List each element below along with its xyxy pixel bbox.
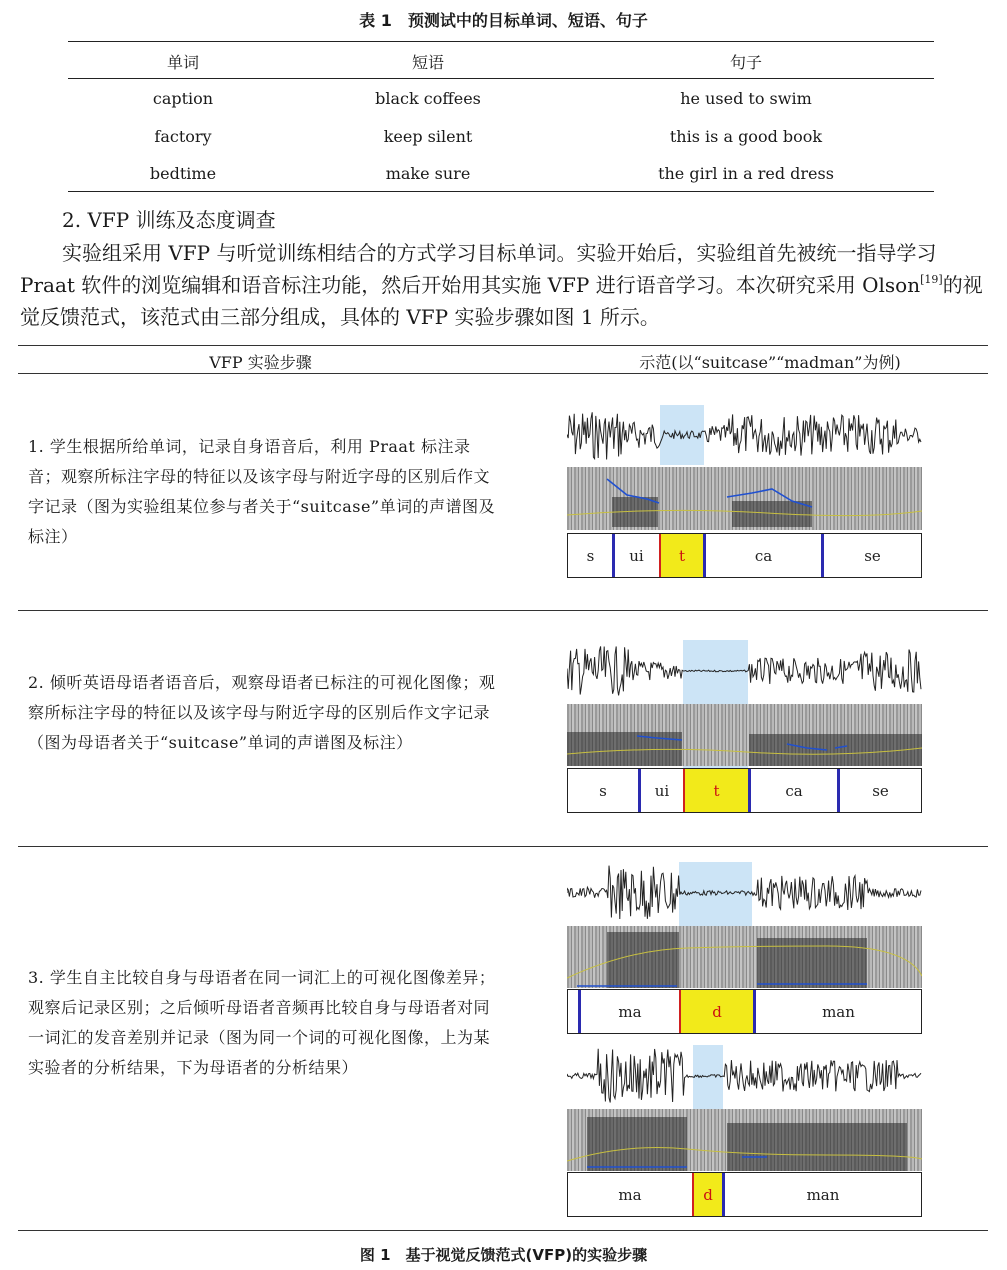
figure-caption: 图 1 基于视觉反馈范式(VFP)的实验步骤 (359, 1246, 648, 1264)
segment-highlight: d (694, 1173, 722, 1216)
waveform (567, 1045, 922, 1107)
segment: ca (754, 546, 773, 565)
figure-col-right: 示范(以“suitcase”“madman”为例) (639, 353, 901, 372)
table-top-rule (68, 41, 934, 42)
annotation-tier (567, 768, 922, 813)
praat-panel-3 (567, 862, 922, 1034)
table-cell: caption (152, 89, 214, 108)
step-3-text: 3. 学生自主比较自身与母语者在同一词汇上的可视化图像差异；观察后记录区别；之后倾听母语者音频再比较自身与母语者对同一词汇的发音差别并记录（图为同一个词的可视化图像，上为某实验者的分析结果，下为母语者的分析结果） (28, 968, 496, 1077)
segment: ma (618, 1002, 642, 1021)
waveform (567, 405, 922, 465)
segment: ui (629, 546, 644, 565)
segment: ca (785, 781, 803, 800)
praat-panel-2 (567, 640, 922, 813)
segment: ma (618, 1185, 642, 1204)
spectrogram (567, 704, 922, 766)
table-cell: factory (154, 127, 212, 146)
segment: s (599, 781, 607, 800)
spectrogram (567, 467, 922, 530)
section-title: 2. VFP 训练及态度调查 (62, 208, 276, 232)
table-header-rule (68, 78, 934, 79)
waveform (567, 640, 922, 702)
table-cell: bedtime (149, 164, 217, 183)
segment-highlight: d (681, 990, 753, 1033)
table-cell: this is a good book (669, 127, 823, 146)
segment: man (806, 1185, 840, 1204)
annotation-tier (567, 533, 922, 578)
segment-highlight: t (661, 534, 703, 577)
table-cell: black coffees (375, 89, 481, 108)
segment-highlight: t (685, 769, 748, 812)
annotation-tier (567, 989, 922, 1034)
annotation-tier (567, 1172, 922, 1217)
table-header-word: 单词 (166, 53, 199, 72)
table-header-phrase: 短语 (411, 53, 444, 72)
praat-panel-1 (567, 405, 922, 578)
table-caption: 表 1 预测试中的目标单词、短语、句子 (359, 11, 648, 30)
segment: se (872, 781, 889, 800)
praat-panel-4 (567, 1045, 922, 1217)
spectrogram (567, 1109, 922, 1171)
figure-top-rule (18, 345, 988, 346)
figure-bottom-rule (18, 1230, 988, 1231)
segment: ui (654, 781, 670, 800)
segment: s (586, 546, 595, 565)
segment: man (822, 1002, 855, 1021)
segment: se (864, 546, 881, 565)
table-cell: he used to swim (680, 89, 812, 108)
step-2-text: 2. 倾听英语母语者语音后，观察母语者已标注的可视化图像；观察所标注字母的特征以及该字母与附近字母的区别后作文字记录（图为母语者关于“suitcase”单词的声谱图及标注） (28, 673, 496, 752)
table-bottom-rule (68, 191, 934, 192)
body-paragraph: 实验组采用 VFP 与听觉训练相结合的方式学习目标单词。实验开始后，实验组首先被统一指导学习 Praat 软件的浏览编辑和语音标注功能，然后开始用其实施 VFP 进行语音学习。本次研究采用 Olson[19]的视觉反馈范式，该范式由三部分组成，具体的 VFP 实验步骤如图 1 所示。 (20, 241, 983, 329)
table-cell: the girl in a red dress (658, 164, 834, 183)
figure-col-left: VFP 实验步骤 (209, 353, 312, 372)
waveform (567, 862, 922, 924)
table-cell: make sure (385, 164, 471, 183)
spectrogram (567, 926, 922, 988)
figure-header-rule (18, 373, 988, 374)
citation: [19] (920, 273, 943, 286)
table-header-sentence: 句子 (729, 53, 762, 72)
step-1-text: 1. 学生根据所给单词，记录自身语音后，利用 Praat 标注录音；观察所标注字母的特征以及该字母与附近字母的区别后作文字记录（图为实验组某位参与者关于“suitcase”单词的声谱图及标注） (28, 437, 496, 546)
table-cell: keep silent (383, 127, 473, 146)
step-divider (18, 610, 988, 611)
step-divider (18, 846, 988, 847)
